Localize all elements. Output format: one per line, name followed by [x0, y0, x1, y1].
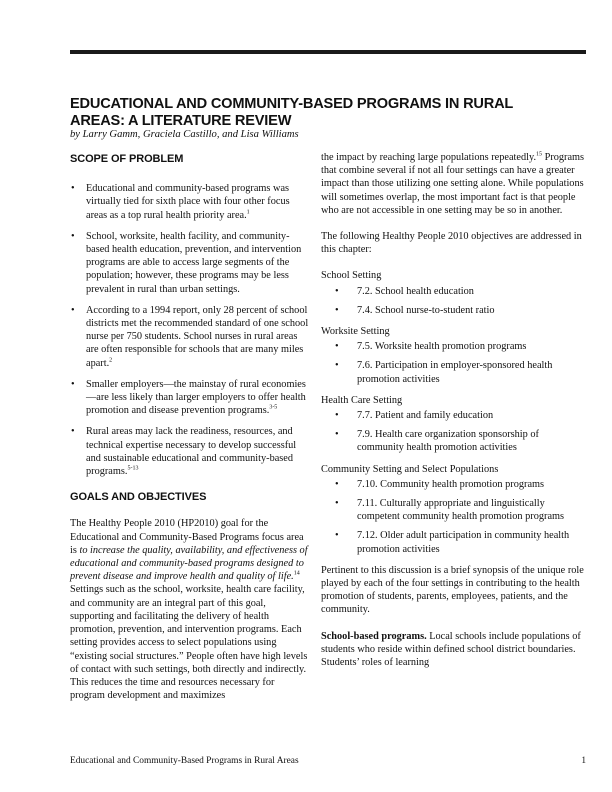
byline: by Larry Gamm, Graciela Castillo, and Lisa Williams	[70, 129, 299, 140]
bullet-icon: •	[335, 429, 339, 441]
objective-item: • 7.7. Patient and family education	[335, 410, 494, 422]
setting-label: School Setting	[321, 270, 382, 282]
objectives-intro: The following Healthy People 2010 objectives are addressed in this chapter:	[321, 231, 582, 256]
bullet-icon: •	[335, 285, 339, 297]
setting-label: Community Setting and Select Populations	[321, 463, 499, 475]
footnote-ref: 14	[293, 570, 300, 577]
bullet-icon: •	[335, 478, 339, 490]
scope-bullet-list	[70, 182, 310, 478]
synopsis-paragraph: Pertinent to this discussion is a brief synopsis of the unique role played by each of the four settings in contributing to the health promotion of students, parents, employees, patients, and the community.	[321, 564, 584, 616]
bullet-icon: •	[335, 410, 339, 422]
bullet-icon: •	[71, 378, 75, 390]
footer-title: Educational and Community-Based Programs in Rural Areas	[70, 756, 299, 766]
bullet-icon: •	[71, 183, 75, 195]
bullet-icon: •	[71, 230, 75, 242]
objective-item: • 7.6. Participation in employer-sponsored health promotion activities	[335, 360, 553, 385]
objective-item: • 7.5. Worksite health promotion programs	[335, 341, 527, 353]
bullet-icon: •	[335, 530, 339, 542]
bullet-icon: •	[335, 360, 339, 372]
article-title: EDUCATIONAL AND COMMUNITY-BASED PROGRAMS IN RURAL AREAS: A LITERATURE REVIEW	[70, 96, 513, 129]
scope-bullet: • Rural areas may lack the readiness, resources, and technical expertise necessary to develop successful and sustainable educational and community-based programs.$^{5-13}$	[71, 426, 297, 478]
objective-list	[321, 285, 586, 317]
scope-bullet: • According to a 1994 report, only 28 percent of school districts met the recommended standard of one school nurse per 750 students. School nurses in rural areas are often responsible for schools that are many miles apart.$^2$	[71, 304, 309, 369]
scope-bullet: • Smaller employers—the mainstay of rural economies—are less likely than larger employers to offer health promotion and disease prevention programs.$^{3-5}$	[71, 378, 306, 417]
objective-item: • 7.4. School nurse-to-student ratio	[335, 304, 495, 316]
objective-list	[321, 340, 586, 386]
setting-label: Health Care Setting	[321, 394, 403, 406]
bullet-icon: •	[335, 304, 339, 316]
footnote-ref: 15	[536, 151, 543, 158]
objective-item: • 7.10. Community health promotion programs	[335, 478, 545, 490]
footnote-ref: 1	[246, 209, 250, 216]
objective-list	[321, 478, 586, 556]
right-column	[321, 151, 586, 669]
bullet-icon: •	[335, 341, 339, 353]
bullet-icon: •	[71, 304, 75, 316]
objective-item: • 7.2. School health education	[335, 285, 474, 297]
objective-list	[321, 409, 586, 455]
bullet-icon: •	[71, 426, 75, 438]
objective-item: • 7.9. Health care organization sponsorship of community health promotion activities	[335, 429, 539, 454]
footnote-ref: 5-13	[127, 465, 139, 472]
school-programs-paragraph: School-based programs. Local schools include populations of students who reside within defined school district boundaries. Students’ roles of learning	[321, 630, 581, 669]
goals-paragraph: The Healthy People 2010 (HP2010) goal for the Educational and Community-Based Programs focus area is to increase the quality, availability, and effectiveness of educational and community-based programs designed to prevent disease and improve health and quality of life.$^{14}$ Settings such as the school, worksite, health care facility, and community are an integral part of this goal, supporting and facilitating the delivery of health promotion, prevention, and intervention programs. Each setting provides access to select populations using “existing social structures.” People often have high levels of contact with such settings, both directly and indirectly. This reduces the time and resources necessary for program development and maximizes	[70, 518, 308, 702]
right-paragraph-1: the impact by reaching large populations repeatedly.$^{15}$ Programs that combine several if not all four settings can have a greater impact than those utilizing one setting alone. While populations will sometimes overlap, the most important fact is that people who are not accessible in one setting may be so in another.	[321, 151, 585, 216]
setting-label: Worksite Setting	[321, 326, 390, 338]
bullet-icon: •	[335, 498, 339, 510]
page-footer	[70, 756, 586, 766]
page-number: 1	[581, 756, 586, 766]
footnote-ref: 3-5	[269, 404, 278, 411]
scope-bullet: • Educational and community-based programs was virtually tied for sixth place with four other focus areas as a top rural health priority area.$^1$	[71, 183, 290, 221]
scope-heading: SCOPE OF PROBLEM	[70, 153, 184, 165]
left-column	[70, 153, 310, 702]
objective-item: • 7.12. Older adult participation in community health promotion activities	[335, 530, 570, 555]
objective-item: • 7.11. Culturally appropriate and linguistically competent community health promotion programs	[335, 498, 565, 523]
footnote-ref: 2	[109, 357, 113, 364]
scope-bullet: • School, worksite, health facility, and community-based health education, prevention, and intervention programs are able to access large segments of the population; however, these programs may be less prevalent in rural than urban settings.	[71, 230, 302, 295]
goals-heading: GOALS AND OBJECTIVES	[70, 491, 207, 504]
top-rule	[70, 50, 586, 54]
